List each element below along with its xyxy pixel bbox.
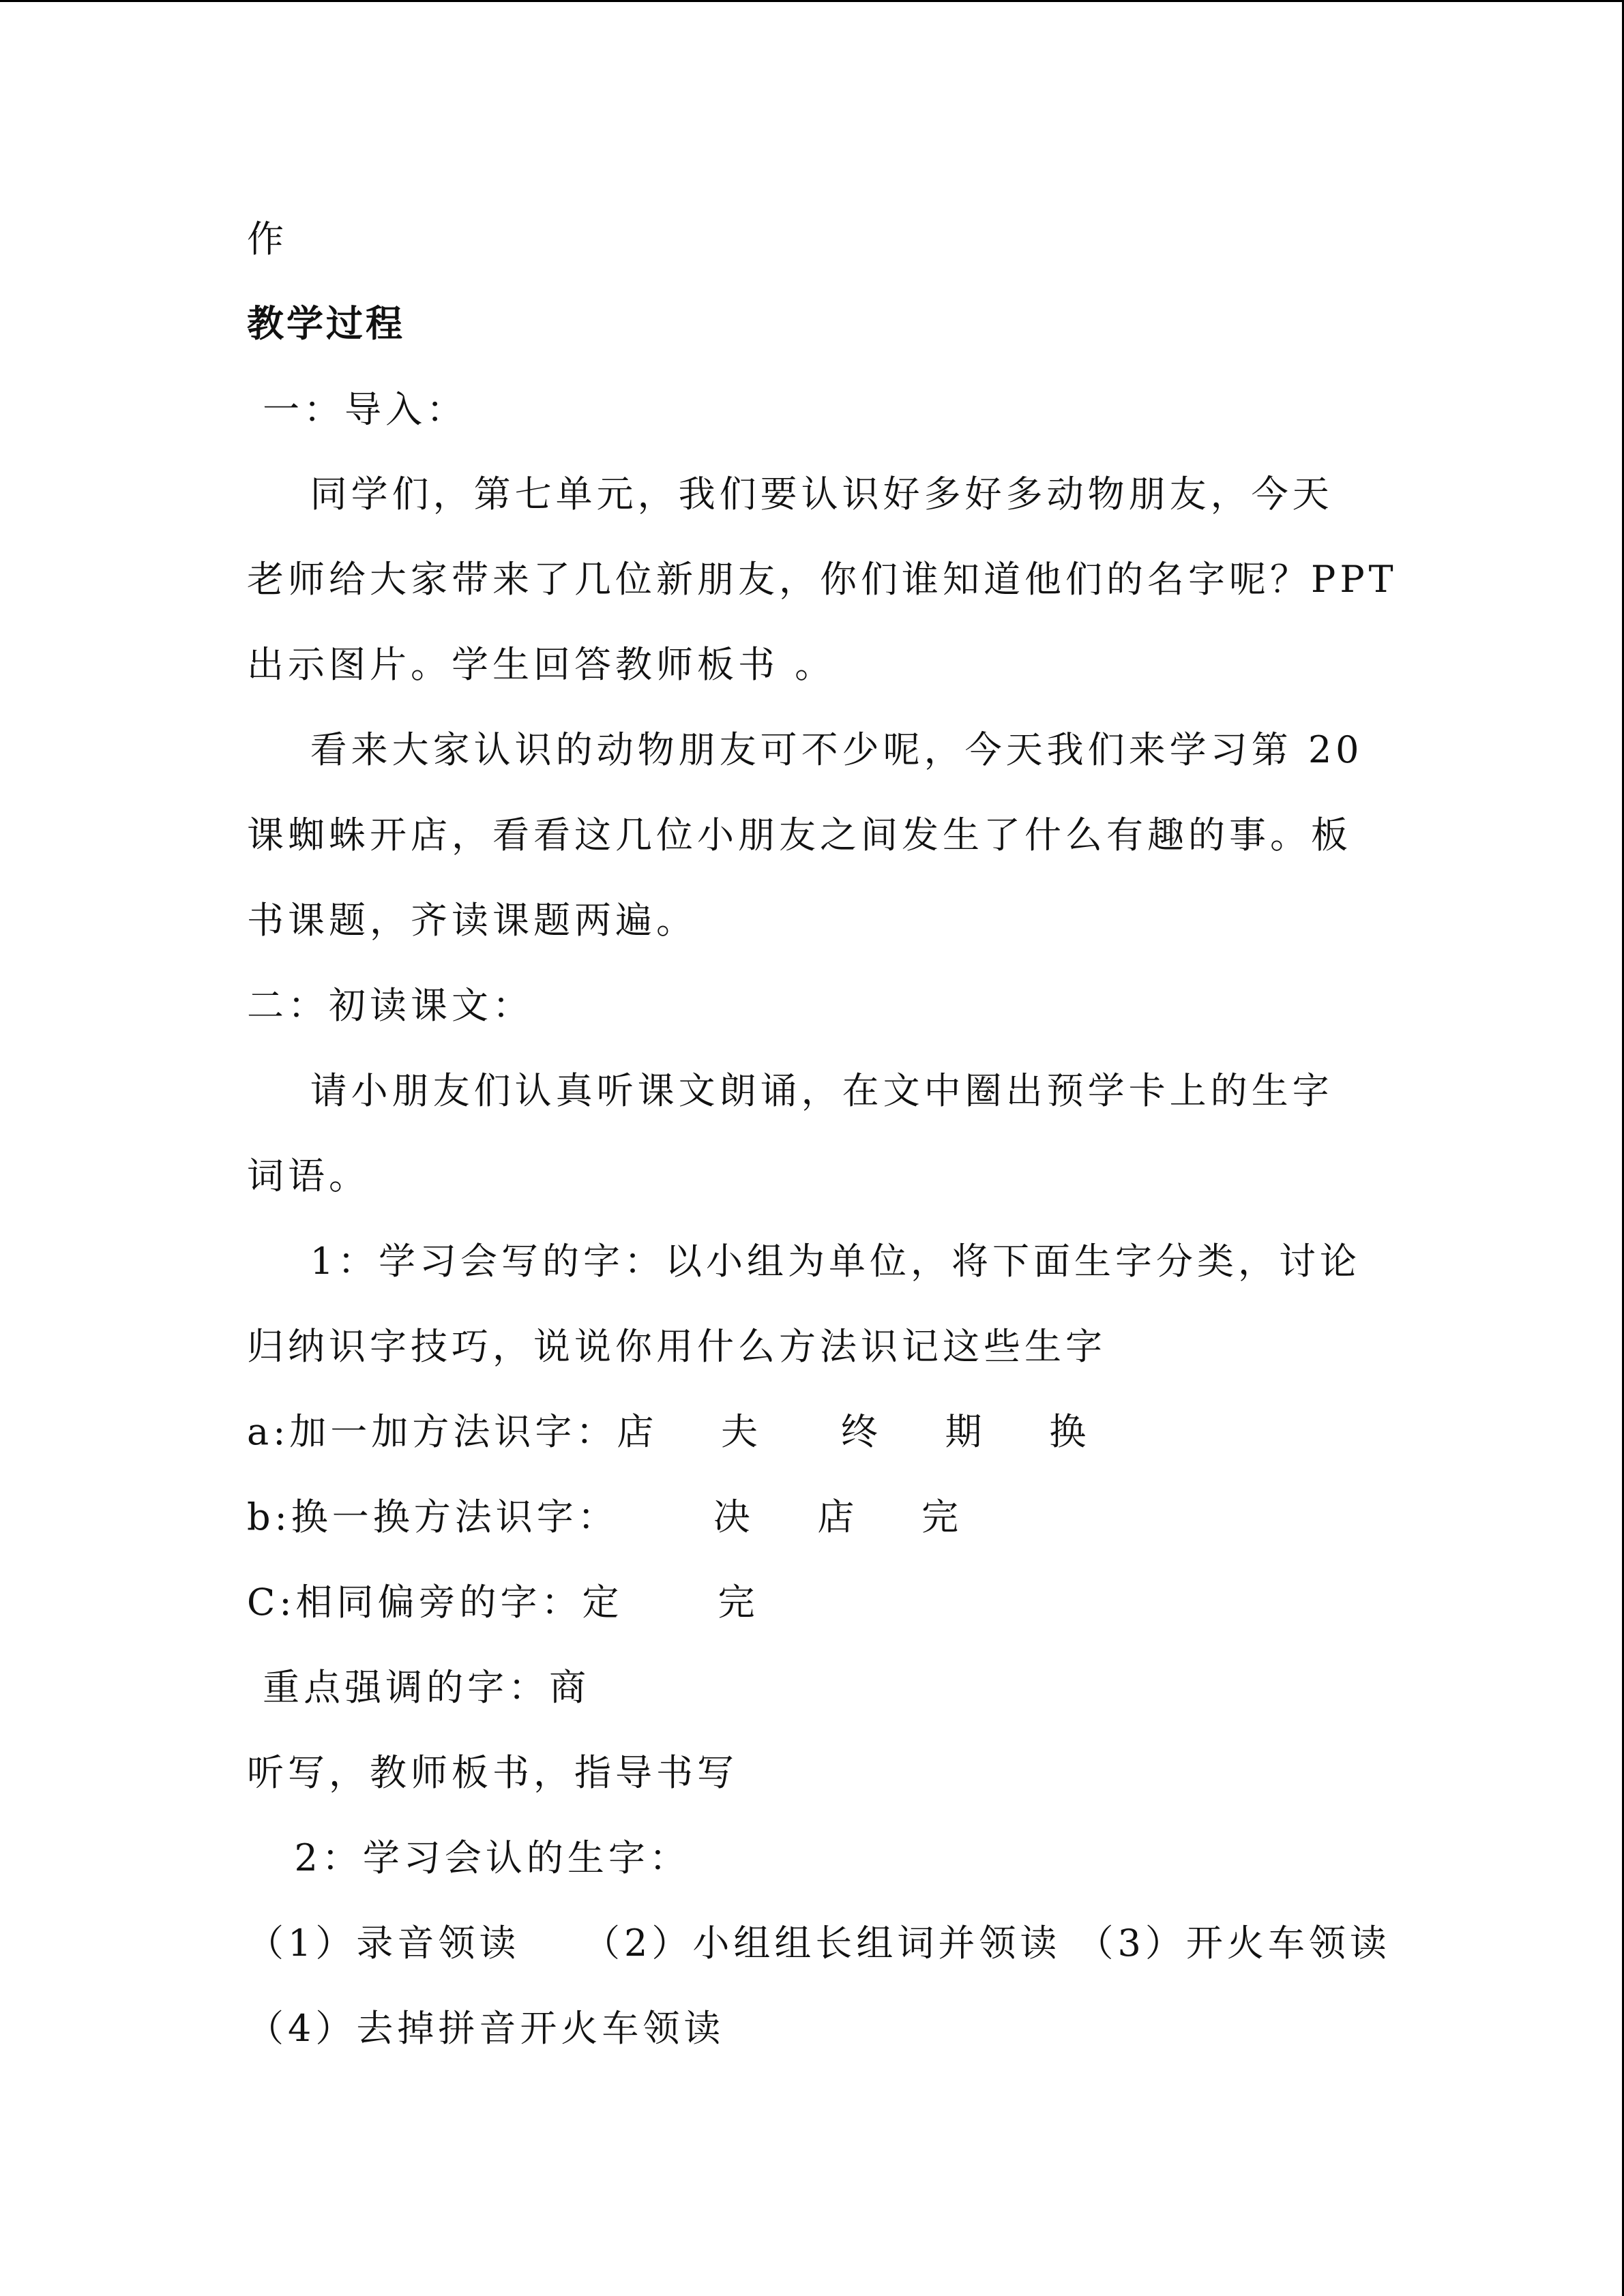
section-heading-teaching-process: 教学过程 [247,301,405,345]
steps-line: （4）去掉拼音开火车领读 [247,2007,725,2050]
paragraph-line: 书课题，齐读课题两遍。 [247,899,697,942]
paragraph-line: 听写，教师板书，指导书写 [247,1751,738,1794]
paragraph-line: 看来大家认识的动物朋友可不少呢，今天我们来学习第 20 [247,728,1363,771]
paragraph-line: 课蜘蛛开店，看看这几位小朋友之间发生了什么有趣的事。板 [247,814,1352,856]
steps-line: （1）录音领读 （2）小组组长组词并领读 （3）开火车领读 [247,1922,1391,1965]
paragraph-line: 老师给大家带来了几位新朋友，你们谁知道他们的名字呢？PPT [247,558,1398,601]
subheading-first-reading: 二：初读课文： [247,984,533,1027]
subheading-recognition: 2：学习会认的生字： [247,1836,690,1879]
list-item-a: a:加一加方法识字：店 夫 终 期 换 [247,1410,1091,1453]
paragraph-line: 词语。 [247,1154,370,1197]
paragraph-line: 出示图片。学生回答教师板书 。 [247,643,836,686]
list-item-c: C:相同偏旁的字：定 完 [247,1581,759,1624]
paragraph-line: 请小朋友们认真听课文朗诵，在文中圈出预学卡上的生字 [247,1069,1333,1112]
list-item-b: b:换一换方法识字： 决 店 完 [247,1495,963,1538]
paragraph-line: 1：学习会写的字：以小组为单位，将下面生字分类，讨论 [247,1240,1361,1283]
text-line-fragment: 作 [247,218,288,260]
key-characters-line: 重点强调的字：商 [247,1666,591,1709]
subheading-introduction: 一：导入： [247,388,468,431]
paragraph-line: 归纳识字技巧，说说你用什么方法识记这些生字 [247,1325,1106,1368]
paragraph-line: 同学们，第七单元，我们要认识好多好多动物朋友，今天 [247,473,1333,516]
